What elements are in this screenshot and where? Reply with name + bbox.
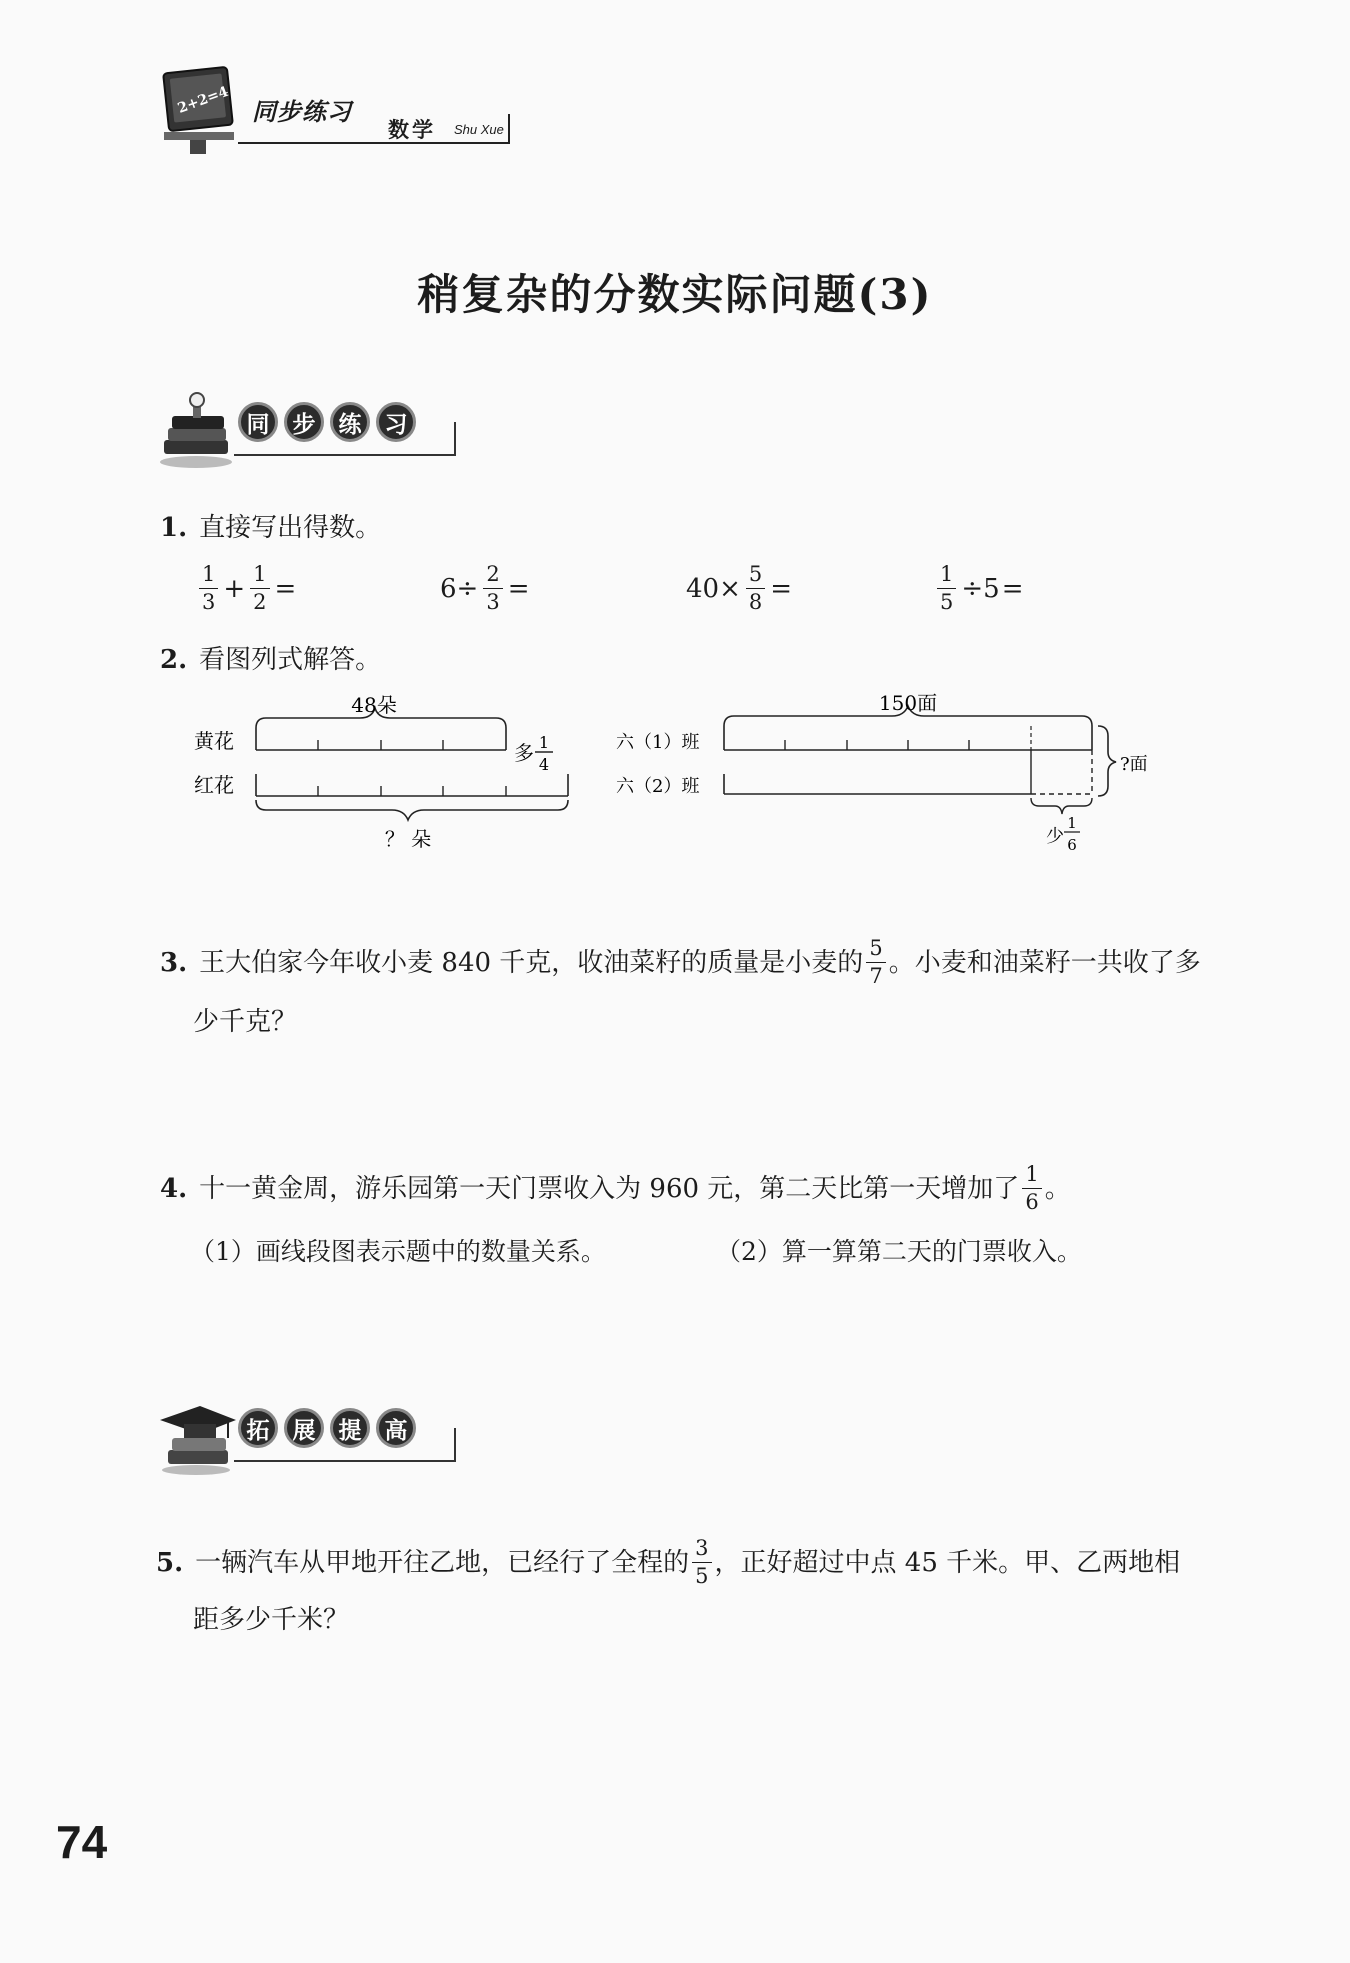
question-5-line2: 距多少千米？	[193, 1605, 350, 1635]
more-denominator: 4	[538, 755, 550, 774]
denominator: 8	[746, 588, 765, 613]
banner-char: 步	[284, 402, 324, 442]
row-label-red: 红花	[194, 773, 234, 797]
more-label: 多	[514, 741, 534, 765]
expression-prefix: 6÷	[440, 573, 479, 604]
expression-prefix: 40×	[686, 573, 741, 604]
banner-char: 提	[330, 1408, 370, 1448]
banner-char: 展	[284, 1408, 324, 1448]
numerator: 5	[748, 562, 763, 586]
question-3-line2: 少千克？	[193, 1007, 298, 1037]
question-3	[160, 938, 1200, 987]
question-text: 直接写出得数。	[199, 513, 382, 543]
q1-item-4	[934, 564, 1024, 613]
right-label: ?面	[1120, 754, 1148, 775]
numerator: 1	[940, 562, 954, 586]
numerator: 5	[869, 936, 883, 960]
denominator: 7	[866, 962, 885, 987]
numerator: 1	[202, 562, 216, 586]
row-label-class2: 六（2）班	[616, 776, 700, 797]
equals-sign: =	[770, 573, 793, 604]
denominator: 6	[1022, 1188, 1041, 1213]
less-denominator: 6	[1067, 836, 1077, 854]
question-number: 4.	[160, 1173, 188, 1204]
question-1	[160, 510, 381, 546]
subject-pinyin: Shu Xue	[454, 122, 504, 137]
question-text: 。	[1044, 1173, 1071, 1204]
lamp-on-books-icon	[156, 392, 236, 470]
logo-text: 2+2=4	[175, 83, 231, 117]
total-label: 150面	[878, 691, 938, 715]
question-text: 看图列式解答。	[199, 645, 382, 675]
operator: +	[223, 573, 246, 604]
denominator: 3	[483, 588, 502, 613]
header-divider	[508, 114, 510, 144]
q1-item-2	[440, 564, 530, 613]
question-4	[160, 1164, 1200, 1213]
denominator: 5	[937, 588, 956, 613]
denominator: 2	[250, 588, 269, 613]
graduation-cap-on-books-icon	[156, 1398, 236, 1476]
question-text: 一辆汽车从甲地开往乙地，已经行了全程的	[195, 1547, 690, 1578]
less-numerator: 1	[1067, 814, 1077, 832]
question-text: ，正好超过中点 45 千米。甲、乙两地相	[714, 1547, 1181, 1578]
more-numerator: 1	[538, 733, 550, 752]
banner-char: 高	[376, 1408, 416, 1448]
banner-char: 习	[376, 402, 416, 442]
denominator: 5	[692, 1562, 711, 1587]
equals-sign: =	[507, 573, 530, 604]
bottom-label: ？ 朵	[384, 827, 432, 850]
question-number: 5.	[156, 1547, 184, 1578]
numerator: 1	[1025, 1162, 1039, 1186]
total-label: 48朵	[351, 693, 397, 717]
question-number: 1.	[160, 513, 188, 543]
less-label: 少	[1046, 826, 1064, 847]
line-diagram-flags	[612, 690, 1172, 870]
numerator: 3	[695, 1536, 709, 1560]
banner-char: 同	[238, 402, 278, 442]
question-number: 3.	[160, 947, 188, 978]
question-text: 王大伯家今年收小麦 840 千克，收油菜籽的质量是小麦的	[199, 947, 864, 978]
brand-title: 同步练习	[252, 97, 352, 126]
q1-item-1	[196, 564, 296, 613]
denominator: 3	[199, 588, 218, 613]
subject-label: 数学	[388, 117, 436, 142]
question-text: 十一黄金周，游乐园第一天门票收入为 960 元，第二天比第一天增加了	[199, 1173, 1020, 1204]
line-diagram-flowers	[190, 690, 590, 850]
page-number: 74	[56, 1816, 108, 1868]
question-4-part-1: （1）画线段图表示题中的数量关系。	[190, 1237, 606, 1266]
numerator: 2	[486, 562, 500, 586]
header-underline	[238, 142, 510, 144]
equals-sign: =	[274, 573, 297, 604]
row-label-yellow: 黄花	[194, 729, 234, 753]
q1-item-3	[686, 564, 792, 613]
question-2	[160, 642, 381, 678]
equals-sign: =	[1001, 573, 1024, 604]
expression-suffix: ÷5	[961, 573, 1000, 604]
blackboard-logo-icon	[160, 66, 240, 156]
question-5	[156, 1538, 1196, 1587]
banner-char: 练	[330, 402, 370, 442]
section-banner-extension	[156, 1398, 456, 1476]
row-label-class1: 六（1）班	[616, 732, 700, 753]
question-number: 2.	[160, 645, 188, 675]
page-title: 稍复杂的分数实际问题(3)	[417, 270, 933, 319]
section-banner-practice	[156, 392, 456, 470]
question-4-part-2: （2）算一算第二天的门票收入。	[716, 1237, 1082, 1266]
banner-char: 拓	[238, 1408, 278, 1448]
numerator: 1	[253, 562, 267, 586]
question-text: 。小麦和油菜籽一共收了多	[888, 947, 1201, 978]
